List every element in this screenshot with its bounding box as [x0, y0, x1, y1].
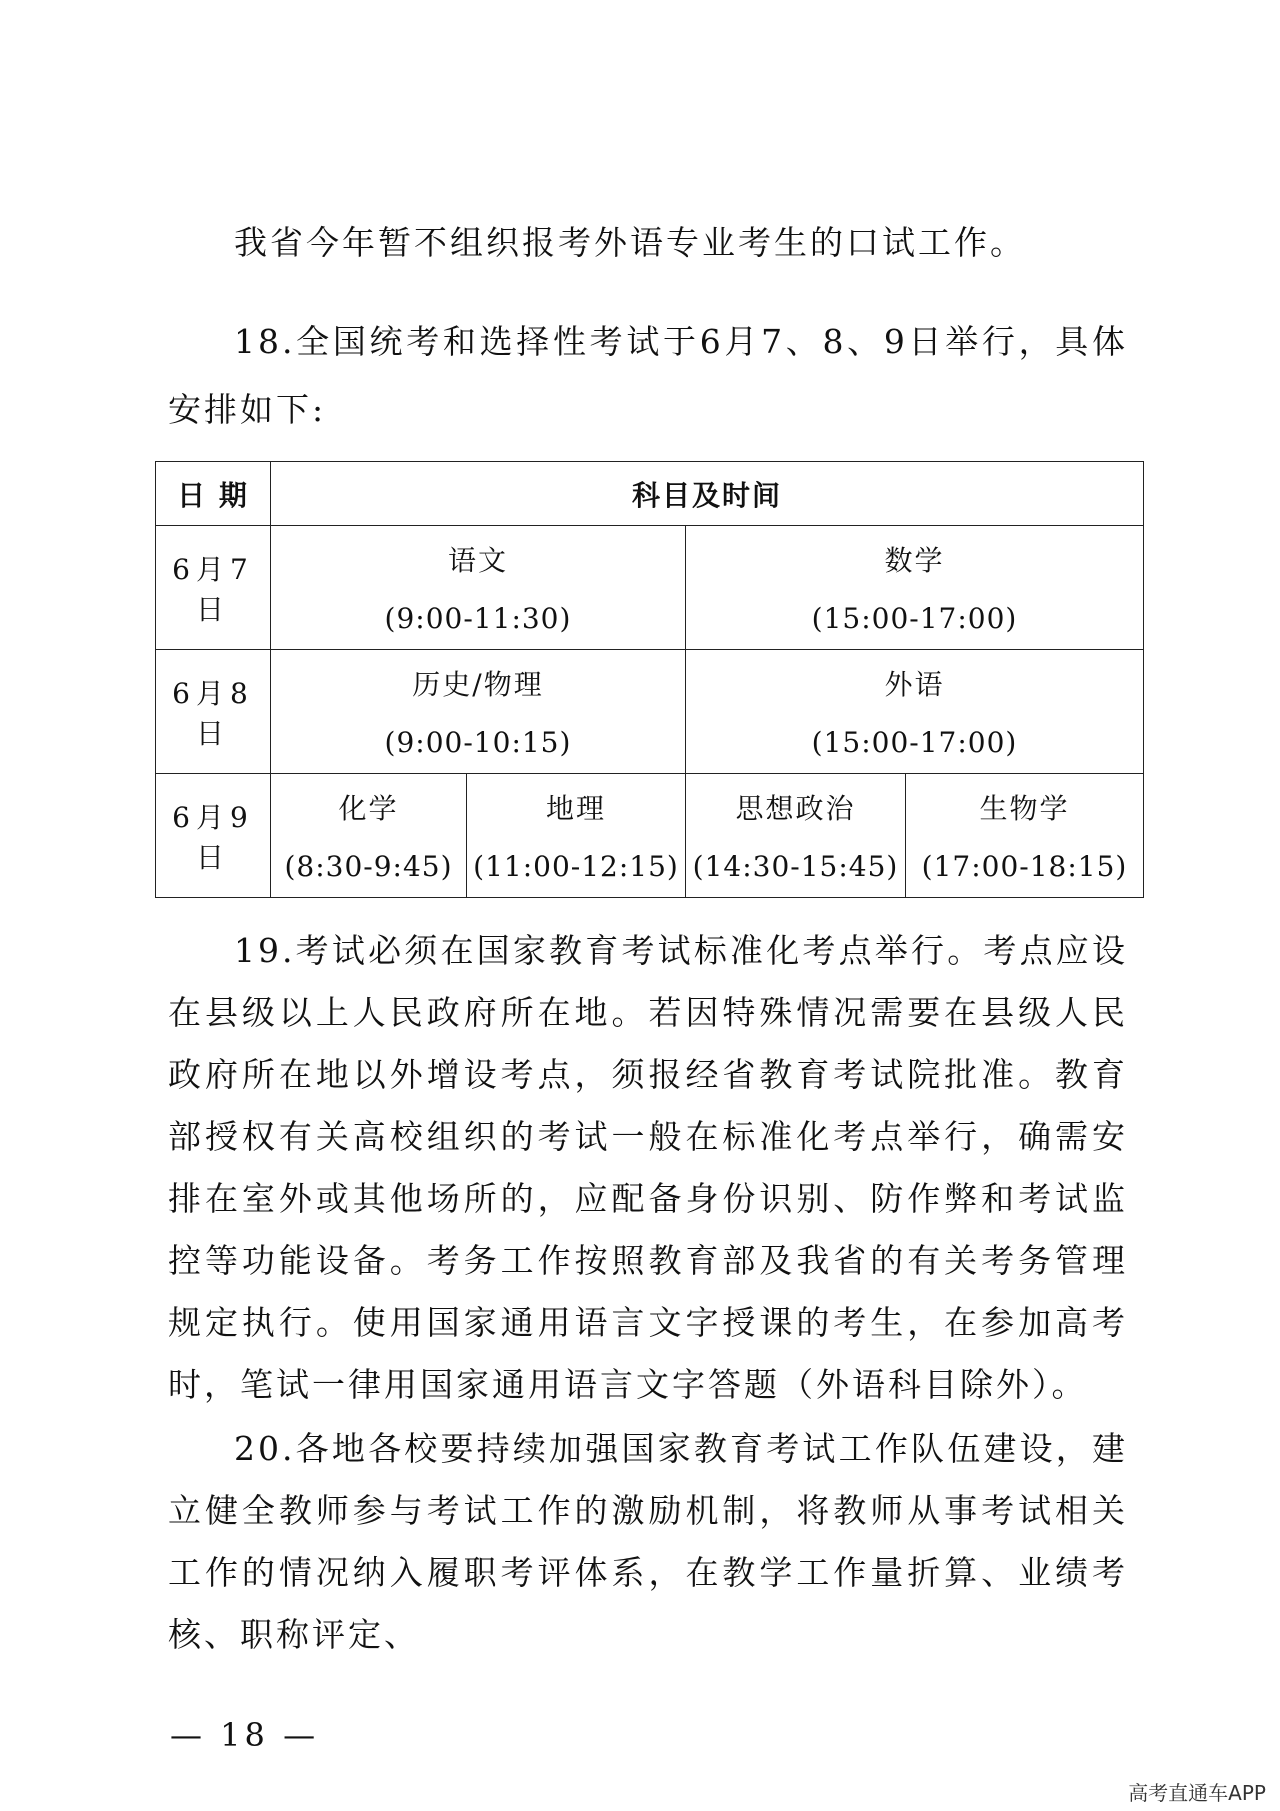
date-cell: 6月8日	[156, 650, 271, 774]
date-cell: 6月9日	[156, 774, 271, 898]
subject-name: 思想政治	[735, 791, 856, 825]
subject-time: (15:00-17:00)	[811, 725, 1018, 759]
subject-time: (11:00-12:15)	[473, 849, 679, 883]
exam-schedule-table	[155, 461, 1144, 898]
page-number: — 18 —	[170, 1716, 320, 1754]
paragraph-exam-dates: 18.全国统考和选择性考试于6月7、8、9日举行，具体安排如下:	[168, 322, 1128, 429]
subject-time: (9:00-10:15)	[384, 725, 572, 759]
subject-name: 地理	[545, 791, 606, 825]
paragraph-exam-sites: 19.考试必须在国家教育考试标准化考点举行。考点应设在县级以上人民政府所在地。若因特殊情况需要在县级人民政府所在地以外增设考点，须报经省教育考试院批准。教育部授权有关高校组织的考试一般在标准化考点举行，确需安排在室外或其他场所的，应配备身份识别、防作弊和考试监控等功能设备。考务工作按照教育部及我省的有关考务管理规定执行。使用国家通用语言文字授课的考生，在参加高考时，笔试一律用国家通用语言文字答题（外语科目除外）。	[168, 931, 1128, 1404]
subject-name: 外语	[884, 667, 945, 701]
subject-cell	[271, 650, 686, 774]
subject-name: 数学	[884, 543, 945, 577]
table-header-row	[156, 462, 1144, 526]
header-subjects-time: 科目及时间	[271, 462, 1144, 526]
subject-time: (14:30-15:45)	[692, 849, 899, 883]
subject-cell	[271, 774, 467, 898]
subject-time: (9:00-11:30)	[384, 601, 572, 635]
subject-name: 历史/物理	[412, 667, 544, 701]
subject-time: (15:00-17:00)	[811, 601, 1018, 635]
date-cell: 6月7日	[156, 526, 271, 650]
table-row	[156, 774, 1144, 898]
paragraph-oral-exam: 我省今年暂不组织报考外语专业考生的口试工作。	[234, 223, 1026, 262]
subject-cell	[467, 774, 686, 898]
subject-cell	[686, 526, 1144, 650]
table-row	[156, 526, 1144, 650]
subject-name: 化学	[338, 791, 399, 825]
subject-name: 生物学	[979, 791, 1070, 825]
paragraph-exam-staff: 20.各地各校要持续加强国家教育考试工作队伍建设，建立健全教师参与考试工作的激励机制，将教师从事考试相关工作的情况纳入履职考评体系，在教学工作量折算、业绩考核、职称评定、	[168, 1429, 1128, 1654]
subject-cell	[686, 650, 1144, 774]
subject-time: (8:30-9:45)	[284, 849, 453, 883]
subject-cell	[906, 774, 1144, 898]
watermark: 高考直通车APP	[1128, 1781, 1266, 1805]
subject-time: (17:00-18:15)	[921, 849, 1128, 883]
table-row	[156, 650, 1144, 774]
subject-name: 语文	[447, 543, 508, 577]
header-date: 日 期	[156, 462, 271, 526]
subject-cell	[271, 526, 686, 650]
subject-cell	[686, 774, 906, 898]
